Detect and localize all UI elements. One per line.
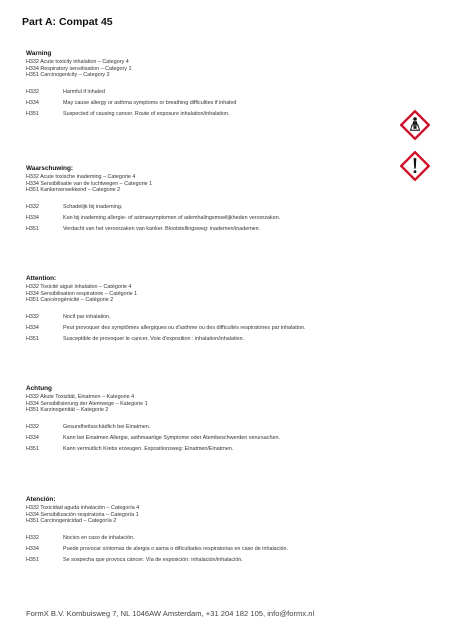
hazard-class-item: H351 Karzinogenität – Kategorie 2 — [26, 407, 109, 414]
language-section-de — [26, 385, 426, 457]
hazard-text: Kann bei Einatmen Allergie, asthmaartige Symptome oder Atembeschwerden verursachen. — [63, 434, 280, 441]
hazard-text: Schadelijk bij inademing. — [63, 203, 123, 210]
hazard-class-item: H334 Sensibilización respiratoria – Categoría 1 — [26, 511, 139, 518]
company-footer: FormX B.V. Kombuisweg 7, NL 1046AW Amsterdam, +31 204 182 105, info@formx.nl — [26, 609, 315, 618]
hazard-text: Nocivo en caso de inhalación. — [63, 534, 135, 541]
hazard-code: H332 — [26, 203, 39, 210]
hazard-class-list — [26, 59, 426, 79]
hazard-code: H334 — [26, 99, 39, 106]
hazard-class-item: H332 Toxicidad aguda inhalación – Categoría 4 — [26, 505, 140, 511]
language-section-nl — [26, 165, 426, 237]
hazard-statement — [26, 100, 426, 107]
hazard-text: Se sospecha que provoca cáncer. Vía de exposición: inhalación/inhalación. — [63, 557, 243, 564]
hazard-statement — [26, 424, 426, 431]
hazard-text: Susceptible de provoquer le cancer. Voie d'exposition : inhalation/inhalation. — [63, 336, 245, 343]
hazard-code: H334 — [26, 324, 39, 331]
hazard-statement — [26, 435, 426, 442]
hazard-code: H351 — [26, 226, 39, 233]
language-section-es — [26, 496, 426, 568]
hazard-statement — [26, 314, 426, 321]
hazard-text: Suspected of causing cancer. Route of exposure inhalation/inhalation. — [63, 111, 230, 118]
hazard-text: Peut provoquer des symptômes allergiques ou d'asthme ou des difficultés respiratoires par inhalation. — [63, 324, 306, 331]
hazard-text: Puede provocar síntomas de alergia o asma o dificultades respiratorias en caso de inhalación. — [63, 545, 289, 552]
hazard-class-list — [26, 394, 426, 414]
hazard-code: H334 — [26, 214, 39, 221]
hazard-class-list — [26, 505, 426, 525]
hazard-class-item: H332 Akute Toxizität, Einatmen – Kategorie 4 — [26, 394, 135, 400]
hazard-code: H332 — [26, 423, 39, 430]
section-heading: Waarschuwing: — [26, 165, 73, 172]
hazard-statement — [26, 546, 426, 553]
hazard-statement — [26, 226, 426, 233]
hazard-text: Nocif par inhalation. — [63, 313, 111, 320]
hazard-code: H351 — [26, 557, 39, 564]
hazard-code: H351 — [26, 336, 39, 343]
hazard-class-item: H334 Sensibilisatie van de luchtwegen – Categorie 1 — [26, 180, 153, 187]
hazard-class-item: H351 Carcinogenicity – Category 2 — [26, 72, 110, 79]
hazard-text: May cause allergy or asthma symptoms or breathing difficulties if inhaled — [63, 99, 237, 106]
hazard-code: H334 — [26, 434, 39, 441]
hazard-text: Harmful if inhaled — [63, 88, 105, 95]
section-heading: Warning — [26, 50, 52, 57]
hazard-class-item: H334 Sensibilisierung der Atemwege – Kategorie 1 — [26, 400, 148, 407]
hazard-statement — [26, 89, 426, 96]
hazard-class-item: H332 Toxicité aiguë inhalation – Catégorie 4 — [26, 284, 132, 290]
hazard-statement — [26, 325, 426, 332]
hazard-class-item: H332 Acute toxische inademing – Categorie 4 — [26, 174, 136, 180]
hazard-statement — [26, 535, 426, 542]
hazard-statement-list — [26, 314, 426, 343]
hazard-statement — [26, 215, 426, 222]
language-section-fr — [26, 275, 426, 347]
hazard-statement-list — [26, 535, 426, 564]
hazard-statement-list — [26, 424, 426, 453]
hazard-class-item: H334 Sensibilisation respiratoire – Catégorie 1 — [26, 290, 138, 297]
hazard-statement-list — [26, 204, 426, 233]
language-section-en — [26, 50, 426, 122]
hazard-code: H351 — [26, 111, 39, 118]
section-heading: Atención: — [26, 496, 56, 503]
hazard-text: Gesundheitsschädlich bei Einatmen. — [63, 423, 151, 430]
hazard-text: Kan bij inademing allergie- of astmasymptomen of ademhalingsmoeilijkheden veroorzaken. — [63, 214, 281, 221]
hazard-class-item: H351 Kankerverwekkend – Categorie 2 — [26, 187, 121, 194]
hazard-code: H351 — [26, 446, 39, 453]
hazard-statement — [26, 557, 426, 564]
hazard-statement — [26, 204, 426, 211]
hazard-class-item: H334 Respiratory sensitisation – Category 1 — [26, 65, 132, 72]
hazard-class-list — [26, 174, 426, 194]
hazard-code: H332 — [26, 534, 39, 541]
hazard-class-item: H351 Carcinogenicidad – Categoría 2 — [26, 518, 117, 525]
hazard-code: H332 — [26, 88, 39, 95]
hazard-code: H332 — [26, 313, 39, 320]
hazard-statement-list — [26, 89, 426, 118]
hazard-statement — [26, 111, 426, 118]
hazard-statement — [26, 446, 426, 453]
hazard-statement — [26, 336, 426, 343]
section-heading: Attention: — [26, 275, 57, 282]
page-title: Part A: Compat 45 — [22, 16, 113, 28]
hazard-text: Kann vermutlich Krebs erzeugen. Expositionsweg: Einatmen/Einatmen. — [63, 446, 234, 453]
hazard-class-item: H351 Cancérogènicité – Catégorie 2 — [26, 297, 114, 304]
section-heading: Achtung — [26, 385, 52, 392]
hazard-class-list — [26, 284, 426, 304]
hazard-class-item: H332 Acute toxicity inhalation – Category 4 — [26, 59, 129, 65]
hazard-code: H334 — [26, 545, 39, 552]
hazard-text: Verdacht van het veroorzaken van kanker. Blootstellingsweg: inademen/inademen. — [63, 226, 261, 233]
